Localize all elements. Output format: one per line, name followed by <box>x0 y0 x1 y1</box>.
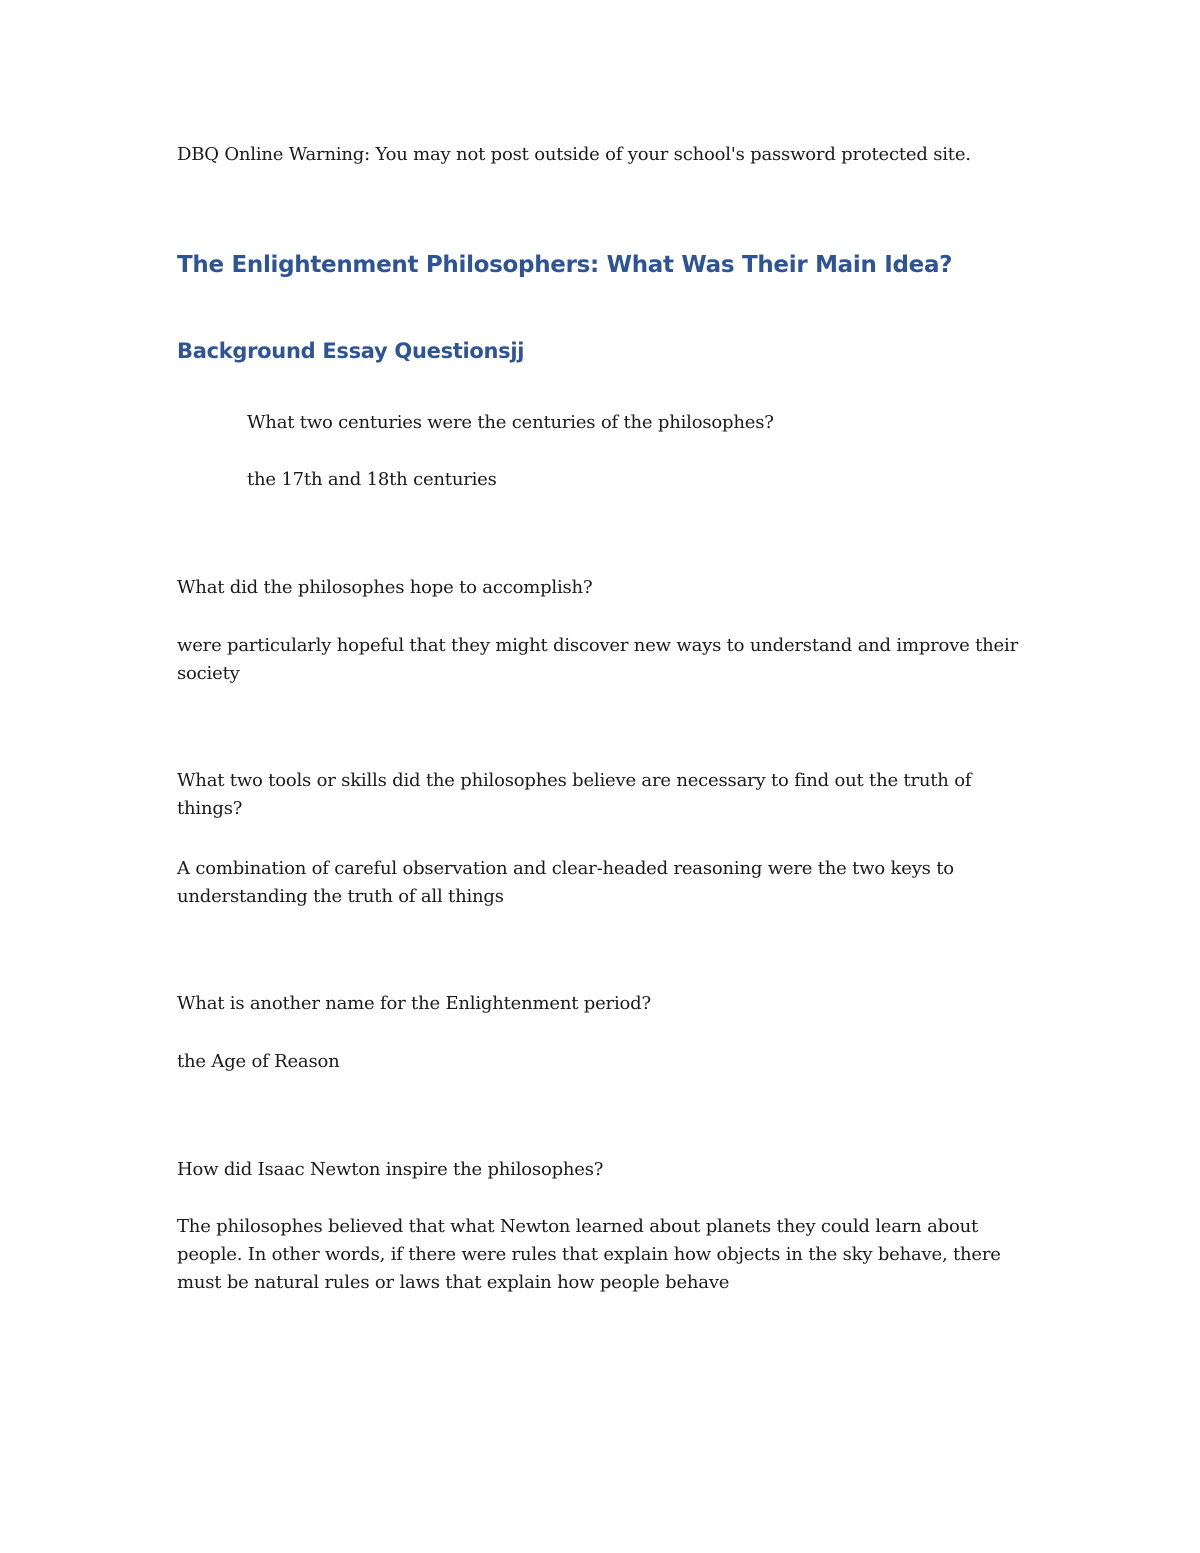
question-5: How did Isaac Newton inspire the philosophes? <box>177 1159 604 1180</box>
question-2: What did the philosophes hope to accomplish? <box>177 577 593 598</box>
question-1: What two centuries were the centuries of the philosophes? <box>247 412 774 433</box>
warning-text: DBQ Online Warning: You may not post outside of your school's password protected site. <box>177 144 971 165</box>
page-title: The Enlightenment Philosophers: What Was Their Main Idea? <box>177 252 953 278</box>
question-4: What is another name for the Enlightenment period? <box>177 993 651 1014</box>
answer-4: the Age of Reason <box>177 1051 340 1072</box>
section-heading: Background Essay Questionsjj <box>177 339 525 363</box>
question-3: What two tools or skills did the philosophes believe are necessary to find out the truth of things? <box>177 770 972 819</box>
answer-3: A combination of careful observation and clear-headed reasoning were the two keys to understanding the truth of all things <box>177 858 954 907</box>
answer-5: The philosophes believed that what Newton learned about planets they could learn about people. In other words, if there were rules that explain how objects in the sky behave, there must be natural rules or laws that explain how people behave <box>177 1216 1001 1293</box>
answer-1: the 17th and 18th centuries <box>247 469 497 490</box>
answer-2: were particularly hopeful that they might discover new ways to understand and improve their society <box>177 635 1018 684</box>
